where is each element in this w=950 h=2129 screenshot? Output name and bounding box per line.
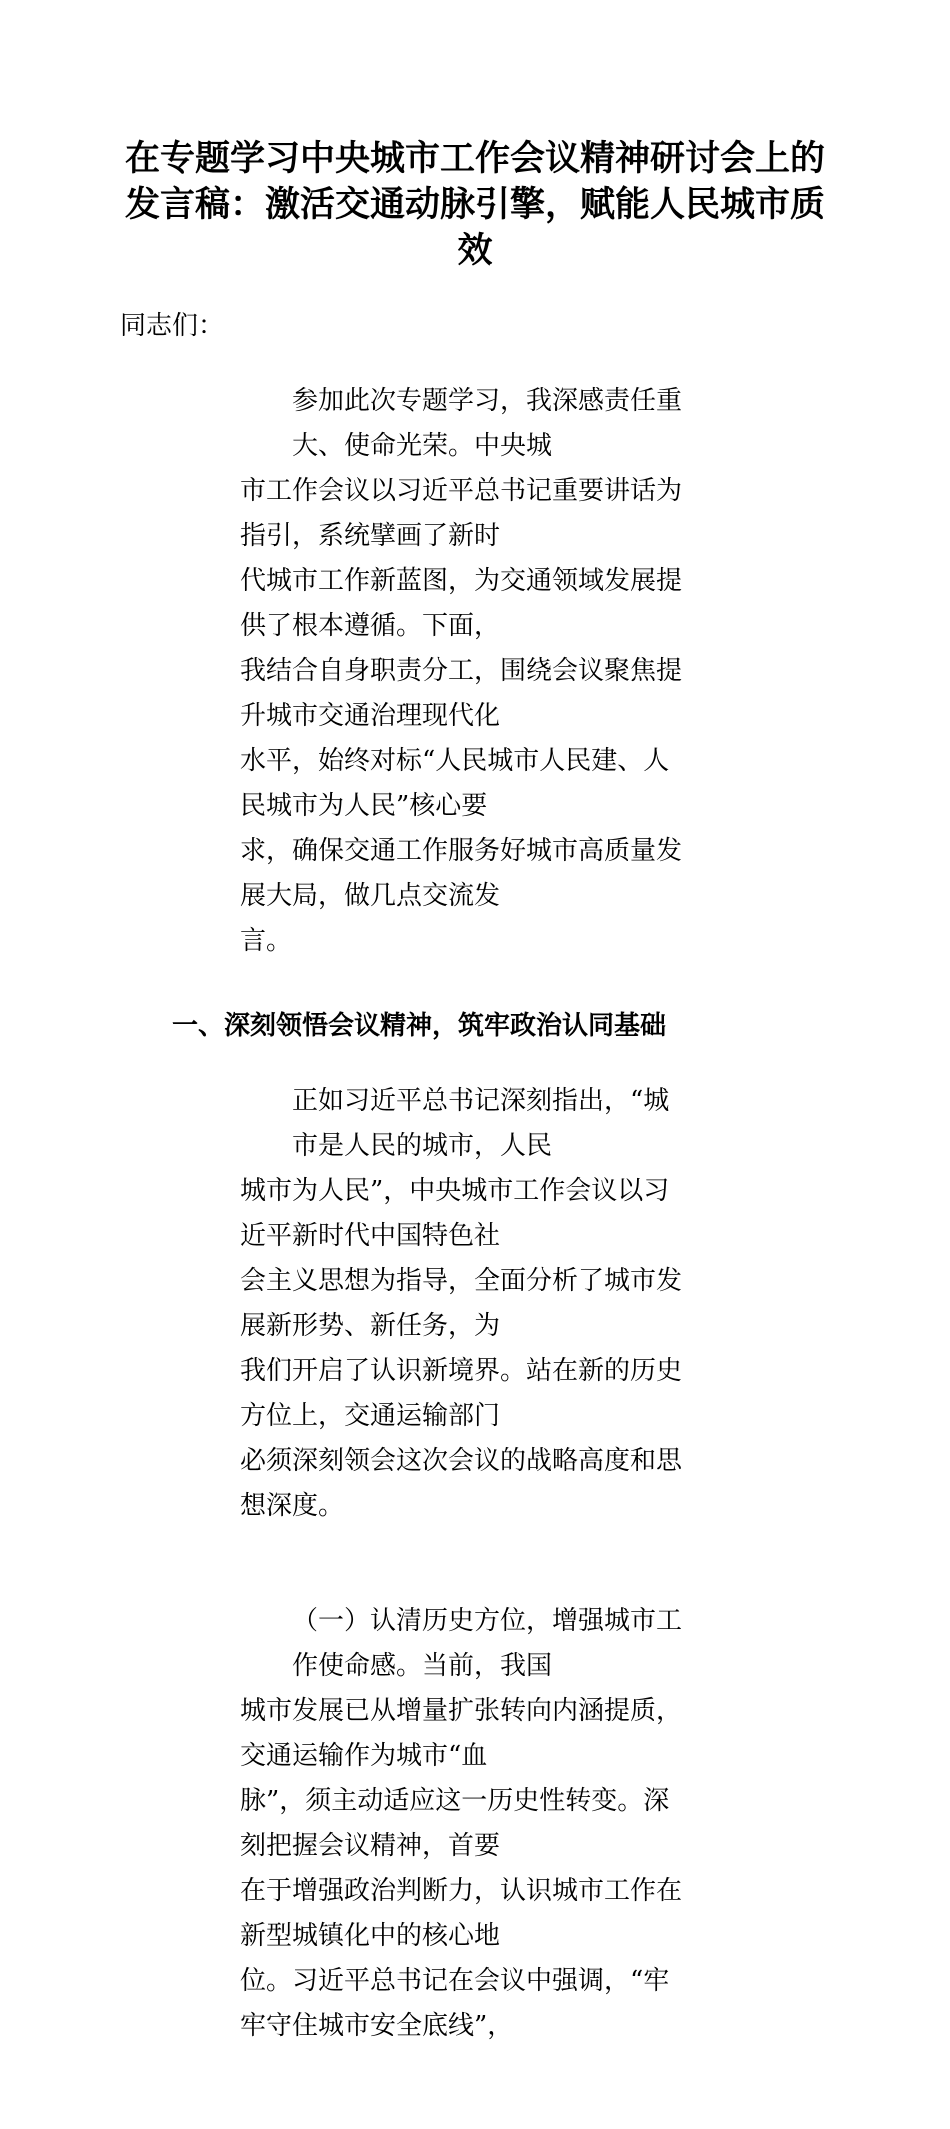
title-line: 在专题学习中央城市工作会议精神研讨会上的 xyxy=(124,138,825,179)
text-line: 水平，始终对标“人民城市人民建、人民城市为人民”核心要 xyxy=(240,746,670,821)
text-line: 我结合自身职责分工，围绕会议聚焦提升城市交通治理现代化 xyxy=(240,656,683,731)
text-line: 脉”，须主动适应这一历史性转变。深刻把握会议精神，首要 xyxy=(240,1786,670,1861)
section-heading xyxy=(120,1004,822,1049)
text-line: 城市发展已从增量扩张转向内涵提质，交通运输作为城市“血 xyxy=(240,1696,683,1771)
text-line: 市工作会议以习近平总书记重要讲话为指引，系统擘画了新时 xyxy=(240,476,683,551)
paragraphs xyxy=(120,349,822,2089)
text-line: 位。习近平总书记在会议中强调，“牢牢守住城市安全底线”， xyxy=(240,1966,670,2041)
salutation: 同志们： xyxy=(120,311,225,341)
text-line: 我们开启了认识新境界。站在新的历史方位上，交通运输部门 xyxy=(240,1356,683,1431)
text-line: 在于增强政治判断力，认识城市工作在新型城镇化中的核心地 xyxy=(240,1876,683,1951)
paragraph xyxy=(120,349,822,1004)
text-line: 参加此次专题学习，我深感责任重大、使命光荣。中央城 xyxy=(292,386,683,461)
text-line: 必须深刻领会这次会议的战略高度和思想深度。 xyxy=(240,1446,683,1521)
title-line: 效 xyxy=(457,230,493,271)
text-line: （一）认清历史方位，增强城市工作使命感。当前，我国 xyxy=(292,1606,683,1681)
text-line: 言。 xyxy=(240,926,293,956)
text-line: 求，确保交通工作服务好城市高质量发展大局，做几点交流发 xyxy=(240,836,683,911)
text-line: 城市为人民”，中央城市工作会议以习近平新时代中国特色社 xyxy=(240,1176,670,1251)
paragraph xyxy=(120,1049,822,1569)
title-line: 发言稿：激活交通动脉引擎，赋能人民城市质 xyxy=(124,184,825,225)
document-body xyxy=(0,274,950,2129)
text-line: 一、深刻领悟会议精神，筑牢政治认同基础 xyxy=(172,1011,667,1041)
document-title xyxy=(0,0,950,274)
text-line: 代城市工作新蓝图，为交通领域发展提供了根本遵循。下面， xyxy=(240,566,683,641)
paragraph xyxy=(120,1569,822,2089)
text-line: 会主义思想为指导，全面分析了城市发展新形势、新任务，为 xyxy=(240,1266,683,1341)
text-line: 正如习近平总书记深刻指出，“城市是人民的城市，人民 xyxy=(292,1086,670,1161)
